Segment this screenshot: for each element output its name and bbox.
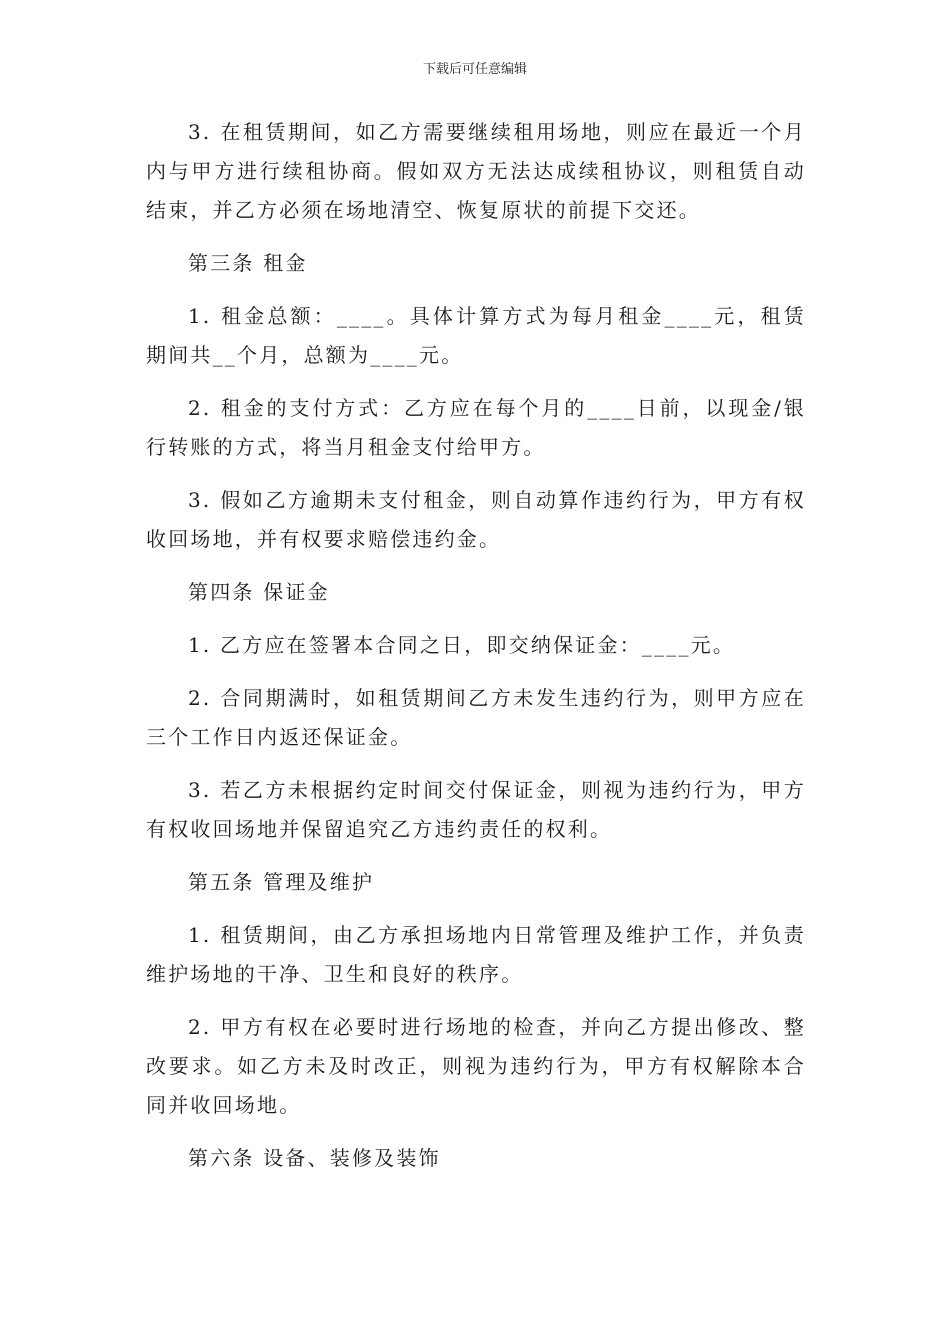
clause-4-item-3: 3. 若乙方未根据约定时间交付保证金，则视为违约行为，甲方有权收回场地并保留追究乙方违约责任的权利。 xyxy=(146,778,806,841)
clause-5-item-2: 2. 甲方有权在必要时进行场地的检查，并向乙方提出修改、整改要求。如乙方未及时改正，则视为违约行为，甲方有权解除本合同并收回场地。 xyxy=(146,1015,806,1117)
document-body xyxy=(146,113,806,1192)
article-4-heading: 第四条 保证金 xyxy=(188,580,330,604)
clause-3-item-2: 2. 租金的支付方式：乙方应在每个月的____日前，以现金/银行转账的方式，将当月租金支付给甲方。 xyxy=(146,396,806,459)
article-5-heading: 第五条 管理及维护 xyxy=(188,870,375,894)
clause-2-item-3: 3. 在租赁期间，如乙方需要继续租用场地，则应在最近一个月内与甲方进行续租协商。假如双方无法达成续租协议，则租赁自动结束，并乙方必须在场地清空、恢复原状的前提下交还。 xyxy=(146,120,806,222)
clause-5-item-1: 1. 租赁期间，由乙方承担场地内日常管理及维护工作，并负责维护场地的干净、卫生和良好的秩序。 xyxy=(146,923,806,986)
article-6-heading: 第六条 设备、装修及装饰 xyxy=(188,1146,441,1170)
clause-3-item-1: 1. 租金总额：____。具体计算方式为每月租金____元，租赁期间共__个月，总额为____元。 xyxy=(146,304,806,367)
article-3-heading: 第三条 租金 xyxy=(188,251,308,275)
page-header: 下载后可任意编辑 xyxy=(422,62,527,77)
clause-3-item-3: 3. 假如乙方逾期未支付租金，则自动算作违约行为，甲方有权收回场地，并有权要求赔偿违约金。 xyxy=(146,488,806,551)
clause-4-item-1: 1. 乙方应在签署本合同之日，即交纳保证金：____元。 xyxy=(188,633,736,657)
clause-4-item-2: 2. 合同期满时，如租赁期间乙方未发生违约行为，则甲方应在三个工作日内返还保证金。 xyxy=(146,686,806,749)
